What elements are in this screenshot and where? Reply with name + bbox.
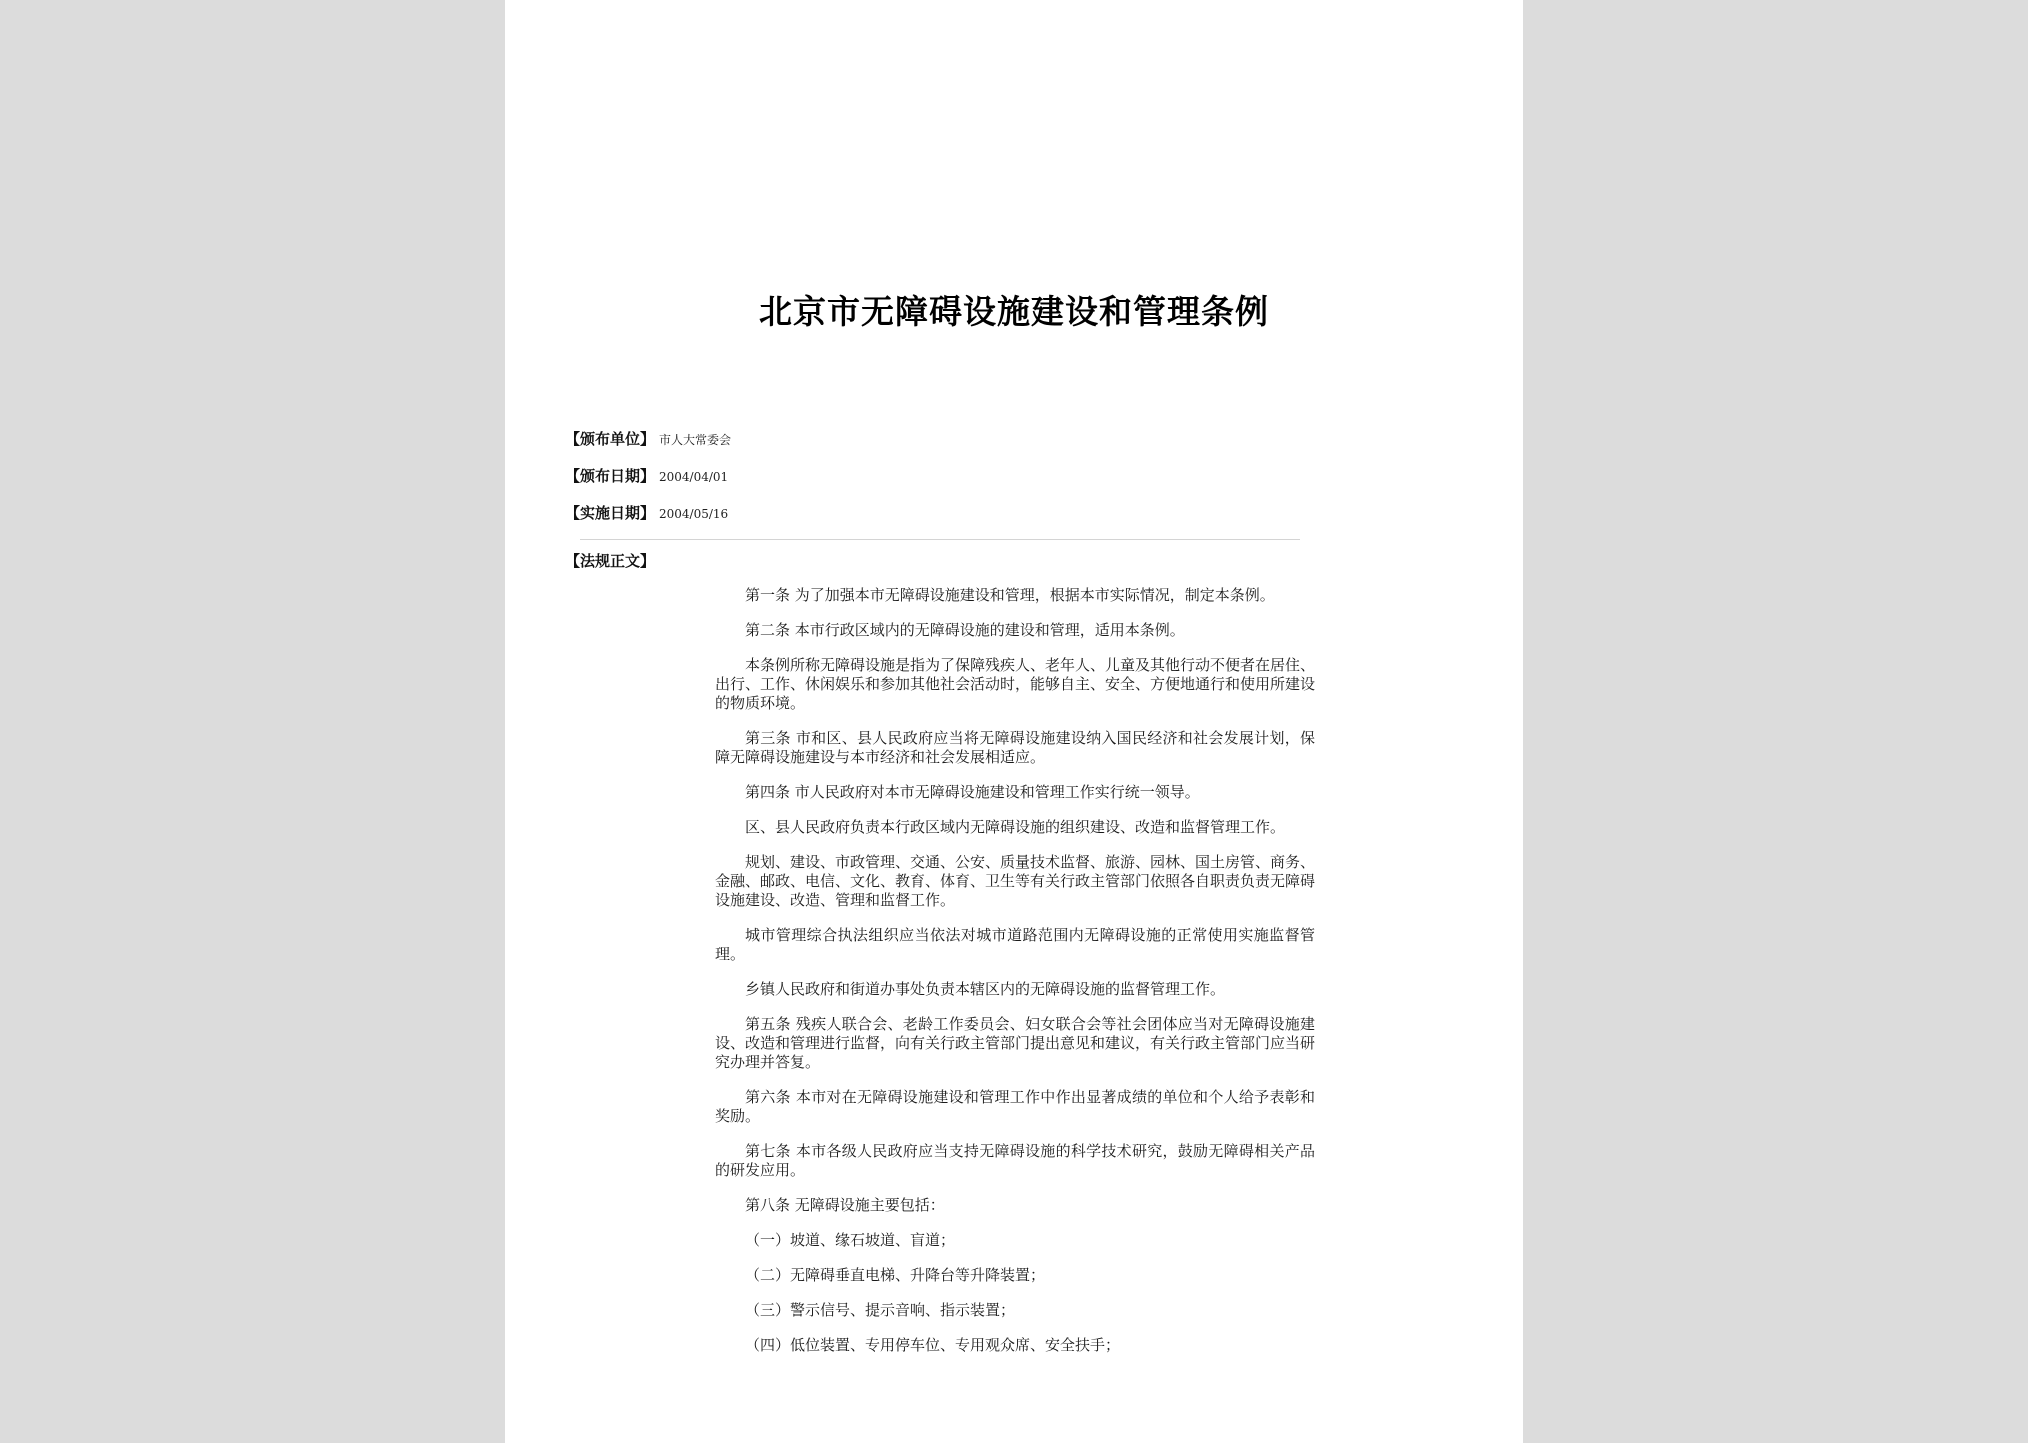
paragraph: 区、县人民政府负责本行政区域内无障碍设施的组织建设、改造和监督管理工作。: [745, 818, 1286, 836]
paragraph: 第六条 本市对在无障碍设施建设和管理工作中作出显著成绩的单位和个人给予表彰和奖励。: [715, 1088, 1315, 1125]
body-section-label: 【法规正文】: [565, 552, 656, 570]
list-item: （一）坡道、缘石坡道、盲道；: [745, 1231, 956, 1249]
publish-date-value: 2004/04/01: [659, 470, 729, 484]
paragraph: 本条例所称无障碍设施是指为了保障残疾人、老年人、儿童及其他行动不便者在居住、出行、工作、休闲娱乐和参加其他社会活动时，能够自主、安全、方便地通行和使用所建设的物质环境。: [715, 656, 1316, 712]
meta-divider: [580, 539, 1300, 540]
meta-publish-date: [565, 467, 728, 486]
paragraph: 城市管理综合执法组织应当依法对城市道路范围内无障碍设施的正常使用实施监督管理。: [715, 926, 1315, 963]
paragraph: 第八条 无障碍设施主要包括：: [745, 1196, 945, 1214]
effective-date-label: 【实施日期】: [565, 504, 656, 522]
paragraph: 规划、建设、市政管理、交通、公安、质量技术监督、旅游、园林、国土房管、商务、金融、邮政、电信、文化、教育、体育、卫生等有关行政主管部门依照各自职责负责无障碍设施建设、改造、管理和监督工作。: [715, 853, 1316, 909]
paragraph: 第一条 为了加强本市无障碍设施建设和管理，根据本市实际情况，制定本条例。: [745, 586, 1275, 604]
document-title: 北京市无障碍设施建设和管理条例: [759, 292, 1269, 331]
publish-date-label: 【颁布日期】: [565, 467, 656, 485]
paragraph: 第五条 残疾人联合会、老龄工作委员会、妇女联合会等社会团体应当对无障碍设施建设、改造和管理进行监督，向有关行政主管部门提出意见和建议，有关行政主管部门应当研究办理并答复。: [715, 1015, 1316, 1071]
meta-issuing-unit: [565, 430, 731, 449]
document-body: [715, 586, 1315, 1371]
issuing-unit-value: 市人大常委会: [659, 433, 732, 447]
issuing-unit-label: 【颁布单位】: [565, 430, 656, 448]
paragraph: 第二条 本市行政区域内的无障碍设施的建设和管理，适用本条例。: [745, 621, 1185, 639]
list-item: （三）警示信号、提示音响、指示装置；: [745, 1301, 1016, 1319]
paragraph: 第四条 市人民政府对本市无障碍设施建设和管理工作实行统一领导。: [745, 783, 1200, 801]
paragraph: 第七条 本市各级人民政府应当支持无障碍设施的科学技术研究，鼓励无障碍相关产品的研发应用。: [715, 1142, 1315, 1179]
list-item: （四）低位装置、专用停车位、专用观众席、安全扶手；: [745, 1336, 1121, 1354]
meta-effective-date: [565, 504, 728, 523]
effective-date-value: 2004/05/16: [659, 507, 729, 521]
paragraph: 第三条 市和区、县人民政府应当将无障碍设施建设纳入国民经济和社会发展计划，保障无障碍设施建设与本市经济和社会发展相适应。: [715, 729, 1315, 766]
document-page: [505, 0, 1523, 1443]
paragraph: 乡镇人民政府和街道办事处负责本辖区内的无障碍设施的监督管理工作。: [745, 980, 1226, 998]
list-item: （二）无障碍垂直电梯、升降台等升降装置；: [745, 1266, 1046, 1284]
